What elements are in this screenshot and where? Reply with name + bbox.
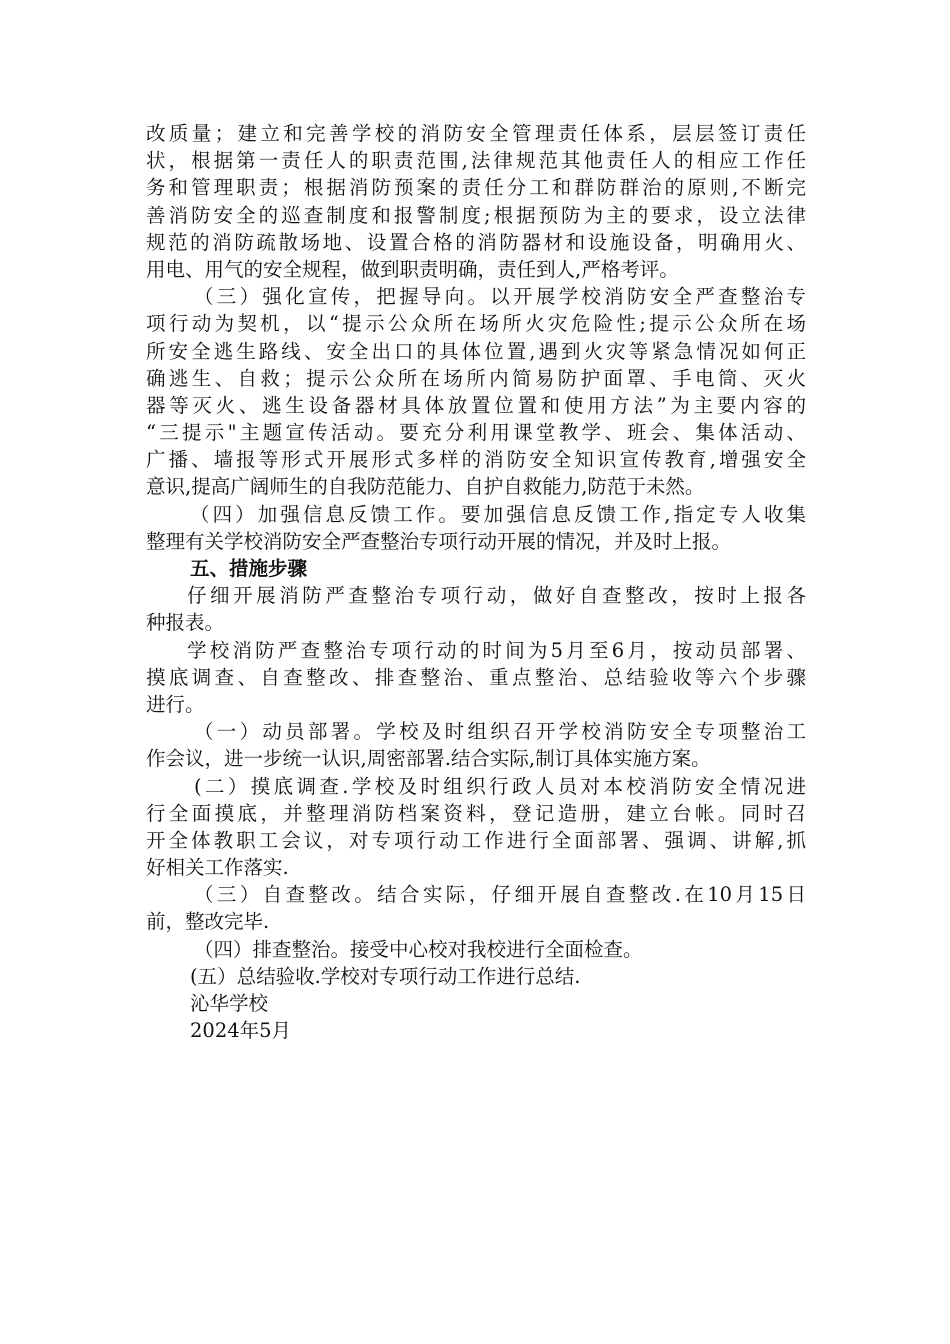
text-line: 摸底调查、自查整改、排查整治、重点整治、总结验收等六个步骤 xyxy=(146,665,806,689)
text-line: 2024年5月 xyxy=(190,1019,292,1043)
text-line: （三）自查整改。结合实际，仔细开展自查整改.在10月15日 xyxy=(194,883,806,907)
text-line: 意识,提高广阔师生的自我防范能力、自护自救能力,防范于未然。 xyxy=(146,475,705,499)
text-line: 规范的消防疏散场地、设置合格的消防器材和设施设备，明确用火、 xyxy=(146,230,806,254)
text-line: (二）摸底调查.学校及时组织行政人员对本校消防安全情况进 xyxy=(194,774,806,798)
text-line: （四）加强信息反馈工作。要加强信息反馈工作,指定专人收集 xyxy=(190,502,806,526)
text-line: 行全面摸底，并整理消防档案资料，登记造册，建立台帐。同时召 xyxy=(146,801,806,825)
text-line: 所安全逃生路线、安全出口的具体位置,遇到火灾等紧急情况如何正 xyxy=(146,339,806,363)
text-line: 广播、墙报等形式开展形式多样的消防安全知识宣传教育,增强安全 xyxy=(146,448,806,472)
text-line: 开全体教职工会议，对专项行动工作进行全面部署、强调、讲解,抓 xyxy=(146,828,806,852)
text-line: （三）强化宣传，把握导向。以开展学校消防安全严查整治专 xyxy=(194,285,806,309)
text-line: 前，整改完毕. xyxy=(146,910,270,934)
text-line: 器等灭火、逃生设备器材具体放置位置和使用方法”为主要内容的 xyxy=(146,393,806,417)
text-line: 学校消防严查整治专项行动的时间为5月至6月，按动员部署、 xyxy=(187,638,806,662)
text-line: 状，根据第一责任人的职责范围,法律规范其他责任人的相应工作任 xyxy=(146,149,806,173)
text-line: 项行动为契机，以“提示公众所在场所火灾危险性;提示公众所在场 xyxy=(146,312,806,336)
text-line: 务和管理职责；根据消防预案的责任分工和群防群治的原则,不断完 xyxy=(146,176,806,200)
text-line: 整理有关学校消防安全严查整治专项行动开展的情况，并及时上报。 xyxy=(146,529,732,553)
text-line: (五）总结验收.学校对专项行动工作进行总结. xyxy=(190,964,581,988)
text-line: 仔细开展消防严查整治专项行动，做好自查整改，按时上报各 xyxy=(187,584,806,608)
text-line: 沁华学校 xyxy=(190,992,269,1015)
text-line: 改质量；建立和完善学校的消防安全管理责任体系，层层签订责任 xyxy=(146,122,806,145)
text-line: 进行。 xyxy=(146,692,205,716)
document-body xyxy=(146,120,806,1044)
text-line: “三提示"主题宣传活动。要充分利用课堂教学、班会、集体活动、 xyxy=(146,421,806,445)
text-line: 作会议，进一步统一认识,周密部署.结合实际,制订具体实施方案。 xyxy=(146,747,711,771)
text-line: 好相关工作落实. xyxy=(146,856,289,880)
text-line: 善消防安全的巡查制度和报警制度;根据预防为主的要求，设立法律 xyxy=(146,203,806,227)
text-line: （四）排查整治。接受中心校对我校进行全面检查。 xyxy=(194,937,643,961)
text-line: （一）动员部署。学校及时组织召开学校消防安全专项整治工 xyxy=(194,720,806,744)
text-line: 确逃生、自救；提示公众所在场所内简易防护面罩、手电筒、灭火 xyxy=(146,366,806,390)
section-heading: 五、措施步骤 xyxy=(190,557,308,580)
text-line: 用电、用气的安全规程，做到职责明确，责任到人,严格考评。 xyxy=(146,257,679,281)
text-line: 种报表。 xyxy=(146,611,225,635)
